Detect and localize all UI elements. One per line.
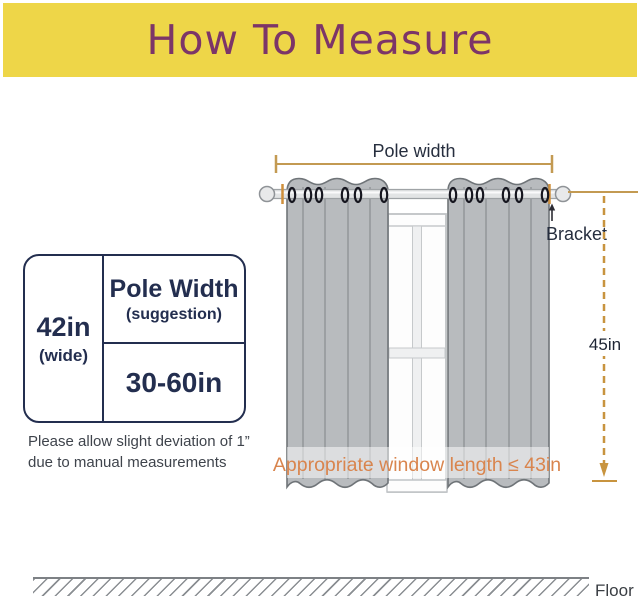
pole-width-label: Pole width xyxy=(372,141,456,161)
measure-arrow-down-icon xyxy=(600,463,609,477)
rod-finial-left-icon xyxy=(260,187,275,202)
rod-finial-right-icon xyxy=(556,187,571,202)
size-table-width-cell xyxy=(25,256,104,421)
curtain-length-label: 45in xyxy=(588,335,622,354)
window-length-label: Appropriate window length ≤ 43in xyxy=(272,454,562,476)
page-title: How To Measure xyxy=(146,16,494,64)
deviation-note xyxy=(28,431,250,473)
width-value: 42in xyxy=(36,311,91,342)
window-horizontal-mullion xyxy=(389,348,445,358)
size-table xyxy=(23,254,246,423)
deviation-note-line1: Please allow slight deviation of 1” xyxy=(28,433,250,450)
pole-width-title: Pole Width xyxy=(109,274,239,303)
deviation-note-line2: due to manual measurements xyxy=(28,454,227,471)
size-table-pole-column xyxy=(104,256,244,421)
window-sill xyxy=(387,480,447,492)
pole-range-cell xyxy=(104,344,244,421)
bracket-callout xyxy=(546,204,607,245)
curtain-panel-left xyxy=(287,179,388,488)
pole-width-header-cell xyxy=(104,256,244,344)
pole-range-value: 30-60in xyxy=(125,366,223,398)
bracket-label: Bracket xyxy=(546,224,608,244)
floor-hatch xyxy=(33,577,589,596)
width-sub: (wide) xyxy=(38,345,89,365)
pole-width-subtitle: (suggestion) xyxy=(126,305,222,323)
curtain-panel-right xyxy=(448,179,549,488)
floor-label: Floor xyxy=(595,581,634,600)
